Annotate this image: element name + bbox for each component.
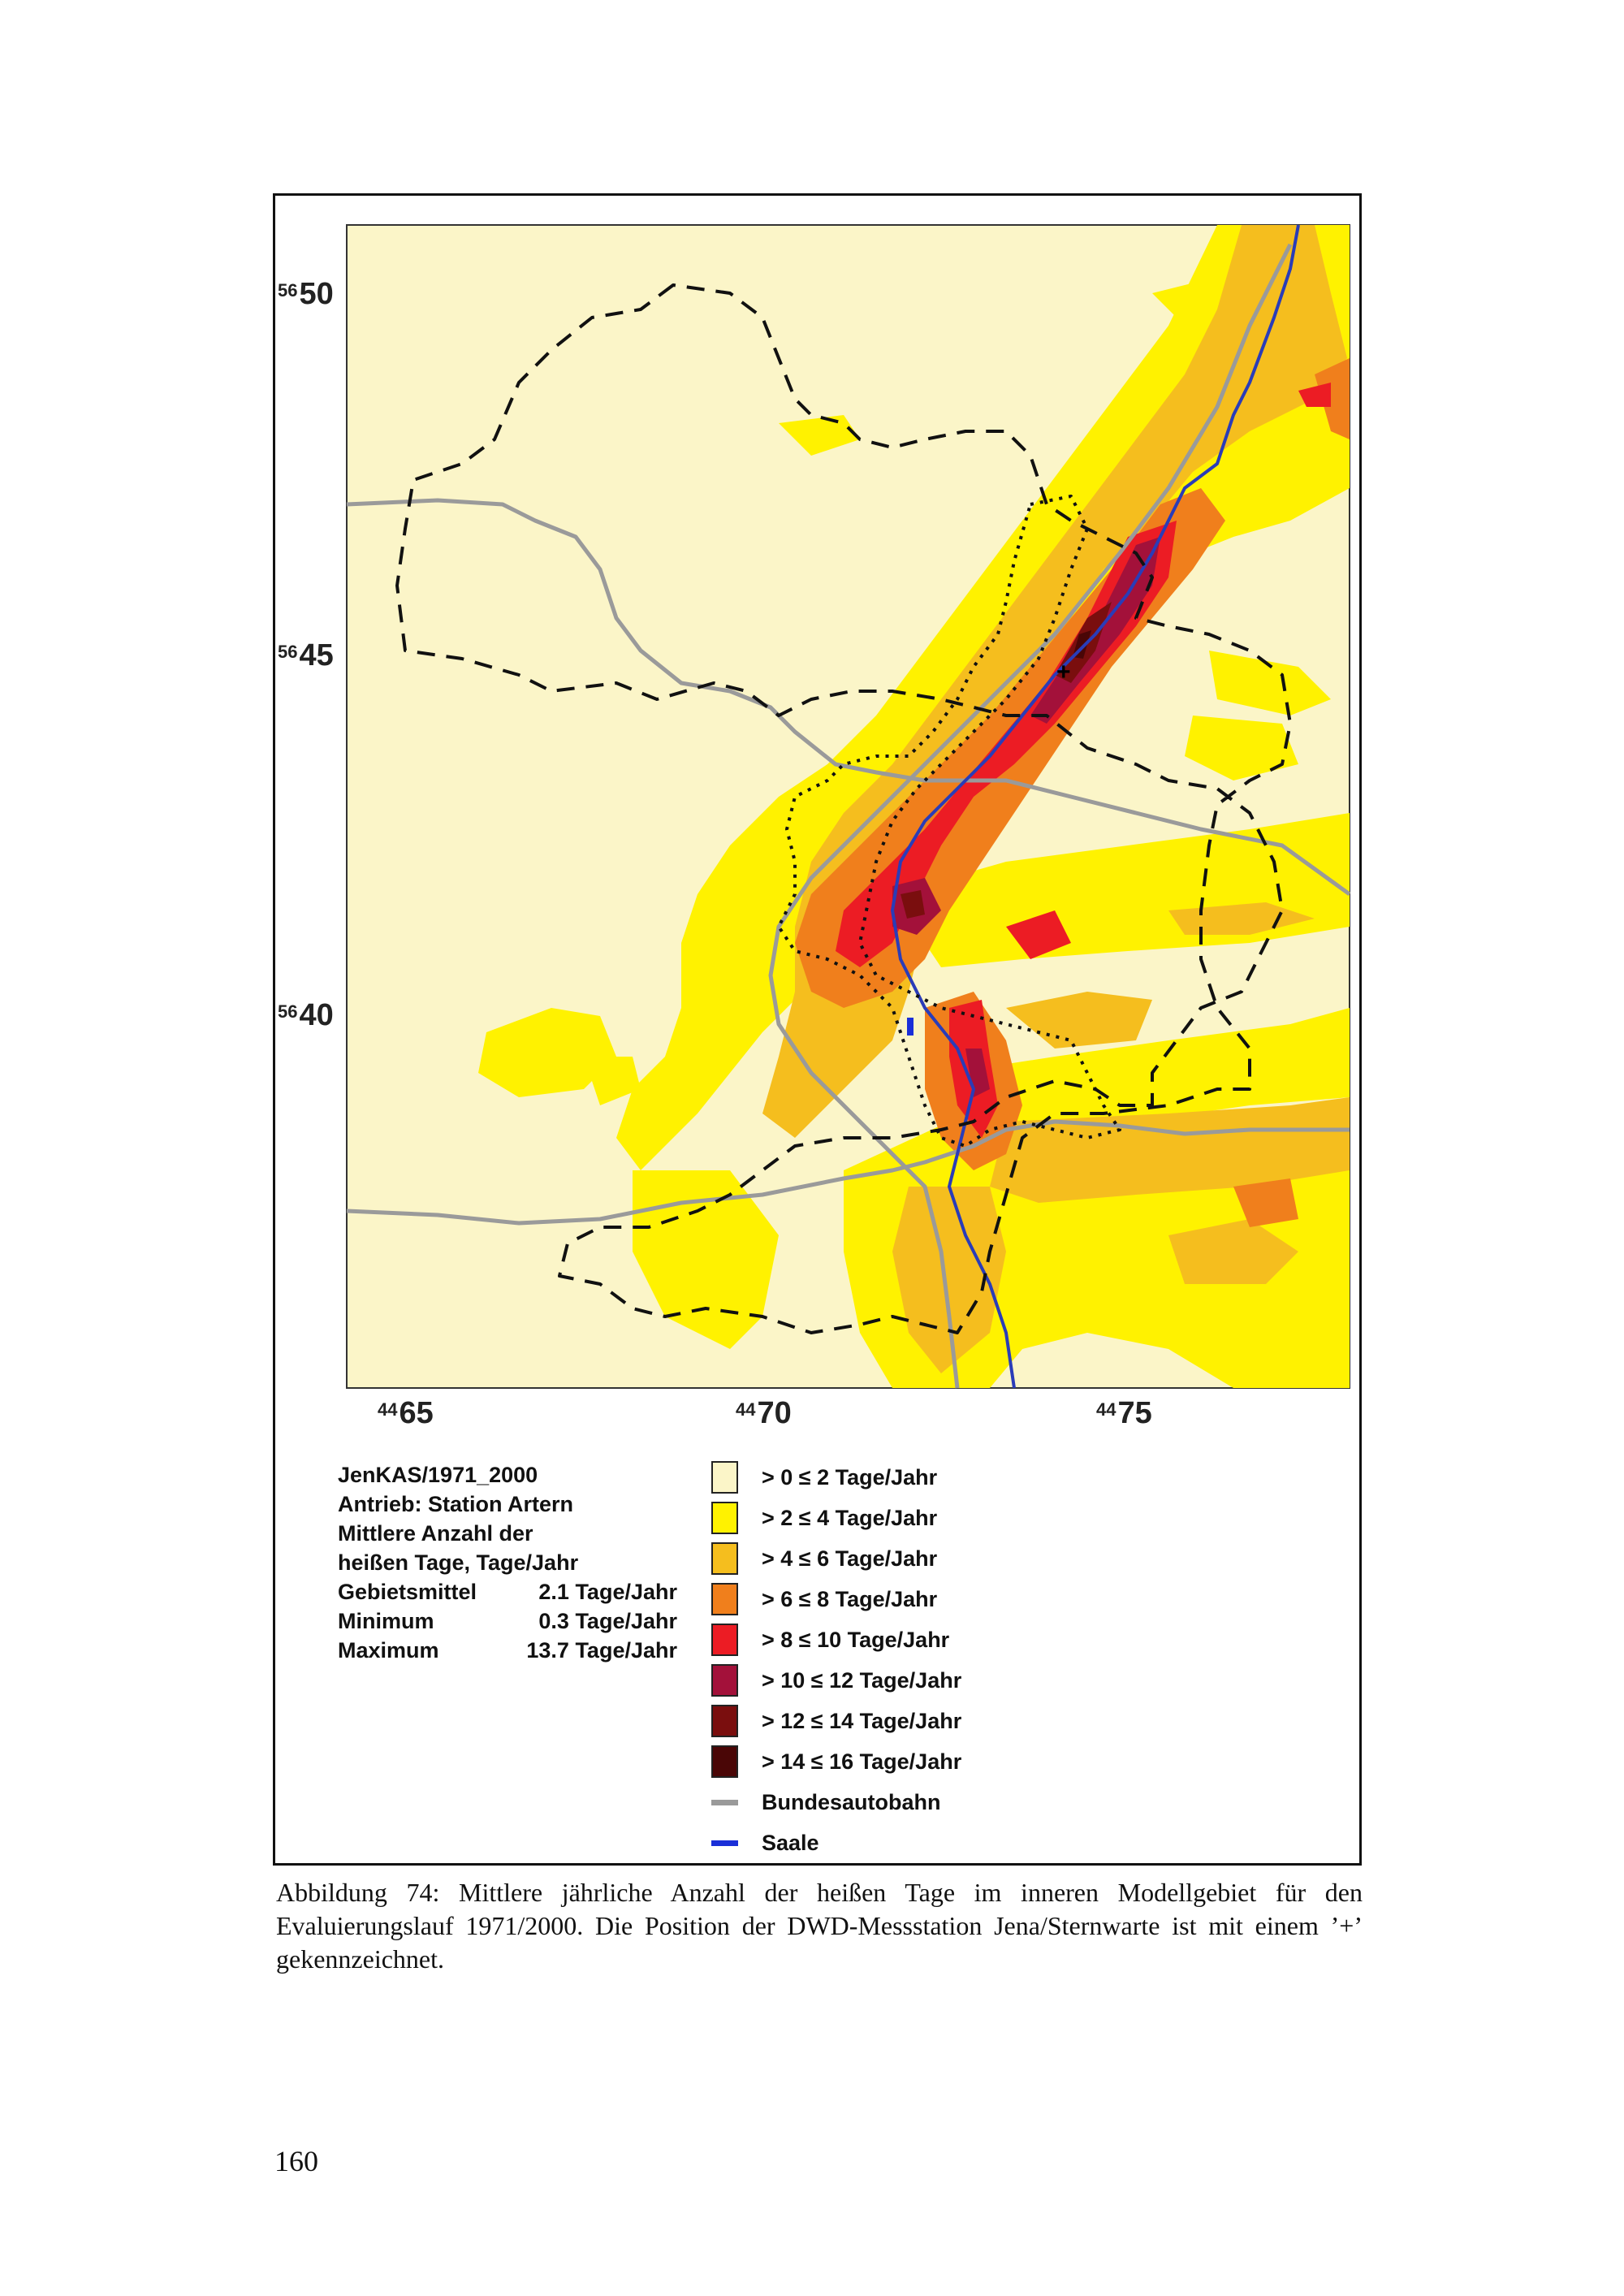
stat-label: Maximum <box>338 1638 439 1663</box>
legend-class <box>711 1538 961 1579</box>
legend-class-label: > 12 ≤ 14 Tage/Jahr <box>762 1708 962 1733</box>
legend-swatch <box>711 1583 738 1615</box>
legend-info <box>338 1460 679 1665</box>
legend-swatch <box>711 1745 738 1778</box>
x-tick-4470: 4470 <box>736 1396 792 1430</box>
legend-run: JenKAS/1971_2000 <box>338 1463 538 1487</box>
legend-class <box>711 1741 961 1782</box>
y-tick-5640: 5640 <box>278 998 334 1032</box>
legend-line-label: Saale <box>762 1830 819 1855</box>
legend-stat-mean <box>338 1577 679 1606</box>
stat-value: 2.1 Tage/Jahr <box>538 1580 677 1604</box>
figure-frame <box>273 193 1362 1866</box>
page-number: 160 <box>274 2145 318 2177</box>
river-line-icon <box>711 1840 738 1846</box>
motorway-line-icon <box>711 1800 738 1805</box>
y-tick-5650: 5650 <box>278 277 334 311</box>
y-tick-5645: 5645 <box>278 638 334 672</box>
legend-class <box>711 1619 961 1660</box>
legend-class <box>711 1701 961 1741</box>
legend-line-label: Bundesautobahn <box>762 1789 941 1814</box>
legend-class-label: > 2 ≤ 4 Tage/Jahr <box>762 1505 938 1530</box>
legend-class-label: > 4 ≤ 6 Tage/Jahr <box>762 1546 938 1571</box>
legend-class <box>711 1660 961 1701</box>
heat-days-map <box>275 196 1359 1455</box>
legend-stat-max <box>338 1636 679 1665</box>
legend-line-motorway <box>711 1782 961 1823</box>
x-tick-4465: 4465 <box>378 1396 434 1430</box>
legend-swatch <box>711 1502 738 1534</box>
legend-line-river <box>711 1823 961 1863</box>
legend-swatch <box>711 1705 738 1737</box>
saale-highlight <box>907 1018 914 1036</box>
station-marker: + <box>1056 659 1071 685</box>
legend-swatch <box>711 1624 738 1656</box>
legend-class-label: > 8 ≤ 10 Tage/Jahr <box>762 1627 950 1652</box>
stat-value: 0.3 Tage/Jahr <box>538 1609 677 1633</box>
legend-quantity-line2: heißen Tage, Tage/Jahr <box>338 1550 579 1575</box>
legend-class-label: > 0 ≤ 2 Tage/Jahr <box>762 1464 938 1490</box>
legend-swatch <box>711 1542 738 1575</box>
stat-label: Minimum <box>338 1609 434 1633</box>
legend-stat-min <box>338 1606 679 1636</box>
legend-class-label: > 14 ≤ 16 Tage/Jahr <box>762 1749 962 1774</box>
legend-class-label: > 6 ≤ 8 Tage/Jahr <box>762 1586 938 1611</box>
stat-label: Gebietsmittel <box>338 1580 477 1604</box>
legend-forcing: Antrieb: Station Artern <box>338 1492 573 1516</box>
legend-class <box>711 1579 961 1619</box>
legend-class-label: > 10 ≤ 12 Tage/Jahr <box>762 1667 962 1693</box>
legend-classes <box>711 1457 961 1863</box>
legend-quantity-line1: Mittlere Anzahl der <box>338 1521 533 1546</box>
legend-class <box>711 1498 961 1538</box>
legend-swatch <box>711 1664 738 1697</box>
x-tick-4475: 4475 <box>1096 1396 1152 1430</box>
legend-swatch <box>711 1461 738 1494</box>
stat-value: 13.7 Tage/Jahr <box>526 1638 677 1663</box>
figure-caption: Abbildung 74: Mittlere jährliche Anzahl der heißen Tage im inneren Modellgebiet für den Evaluierungslauf 1971/2000. Die Position der DWD-Messstation Jena/Sternwarte ist mit einem ’+’ gekennzeichnet. <box>276 1878 1363 1974</box>
legend-class <box>711 1457 961 1498</box>
